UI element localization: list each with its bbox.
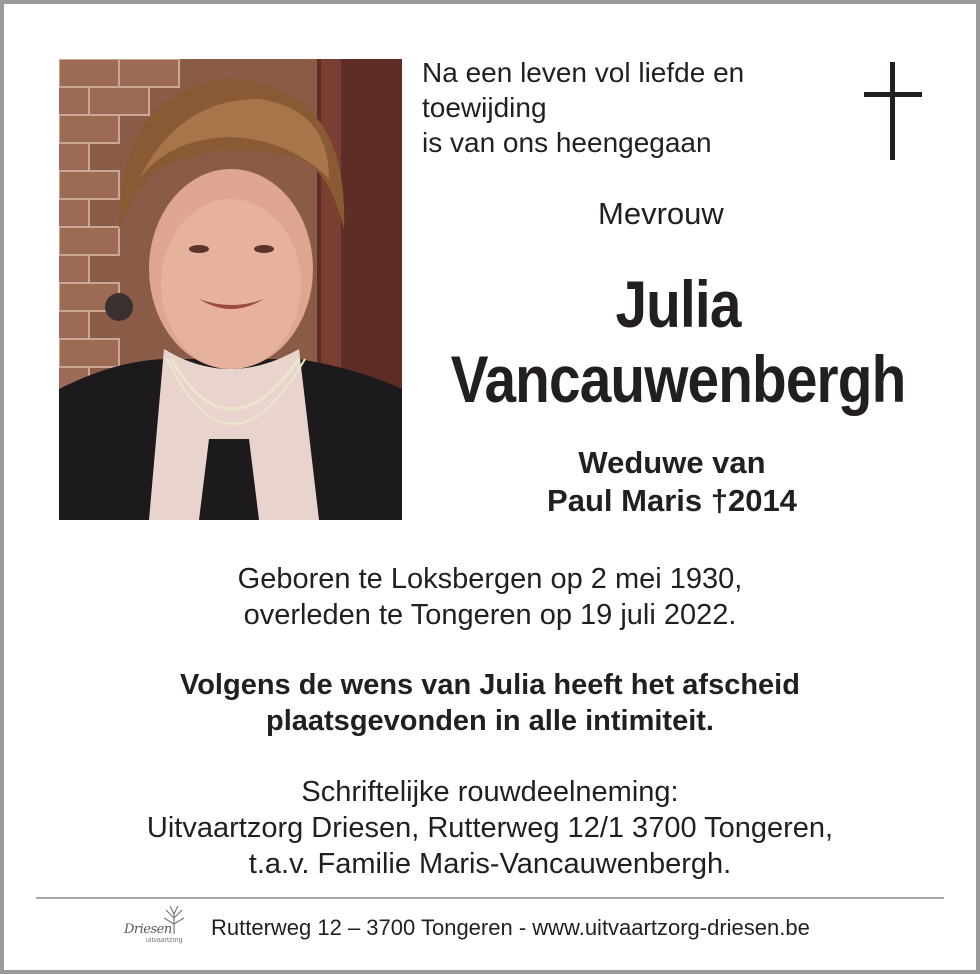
logo-subtitle: uitvaartzorg	[146, 937, 183, 944]
logo-name: Driesen	[124, 922, 172, 937]
farewell-notice	[40, 667, 940, 739]
deceased-first-name: Julia	[615, 267, 741, 341]
farewell-line-2: plaatsgevonden in alle intimiteit.	[266, 705, 714, 737]
farewell-line-1: Volgens de wens van Julia heeft het afscheid	[180, 669, 800, 701]
footer-contact: Rutterweg 12 – 3700 Tongeren - www.uitvaartzorg-driesen.be	[211, 915, 810, 940]
widow-of	[472, 444, 872, 520]
life-dates	[40, 561, 940, 633]
death-line: overleden te Tongeren op 19 juli 2022.	[243, 599, 737, 631]
intro-line-1: Na een leven vol liefde en	[422, 57, 745, 88]
footer-divider	[36, 897, 944, 899]
intro-text	[422, 55, 842, 160]
deceased-last-name: Vancauwenbergh	[450, 342, 906, 416]
widow-line-2: Paul Maris †2014	[547, 483, 797, 518]
widow-line-1: Weduwe van	[578, 445, 766, 480]
condolence-line-1: Schriftelijke rouwdeelneming:	[301, 776, 679, 808]
condolence-line-3: t.a.v. Familie Maris-Vancauwenbergh.	[248, 848, 732, 880]
honorific: Mevrouw	[598, 196, 724, 231]
intro-line-3: is van ons heengegaan	[422, 127, 712, 158]
condolence-address	[40, 774, 940, 882]
cross-icon	[864, 62, 922, 160]
intro-line-2: toewijding	[422, 92, 547, 123]
portrait-photo	[59, 59, 402, 520]
condolence-line-2: Uitvaartzorg Driesen, Rutterweg 12/1 3700 Tongeren,	[146, 812, 834, 844]
birth-line: Geboren te Loksbergen op 2 mei 1930,	[237, 563, 743, 595]
